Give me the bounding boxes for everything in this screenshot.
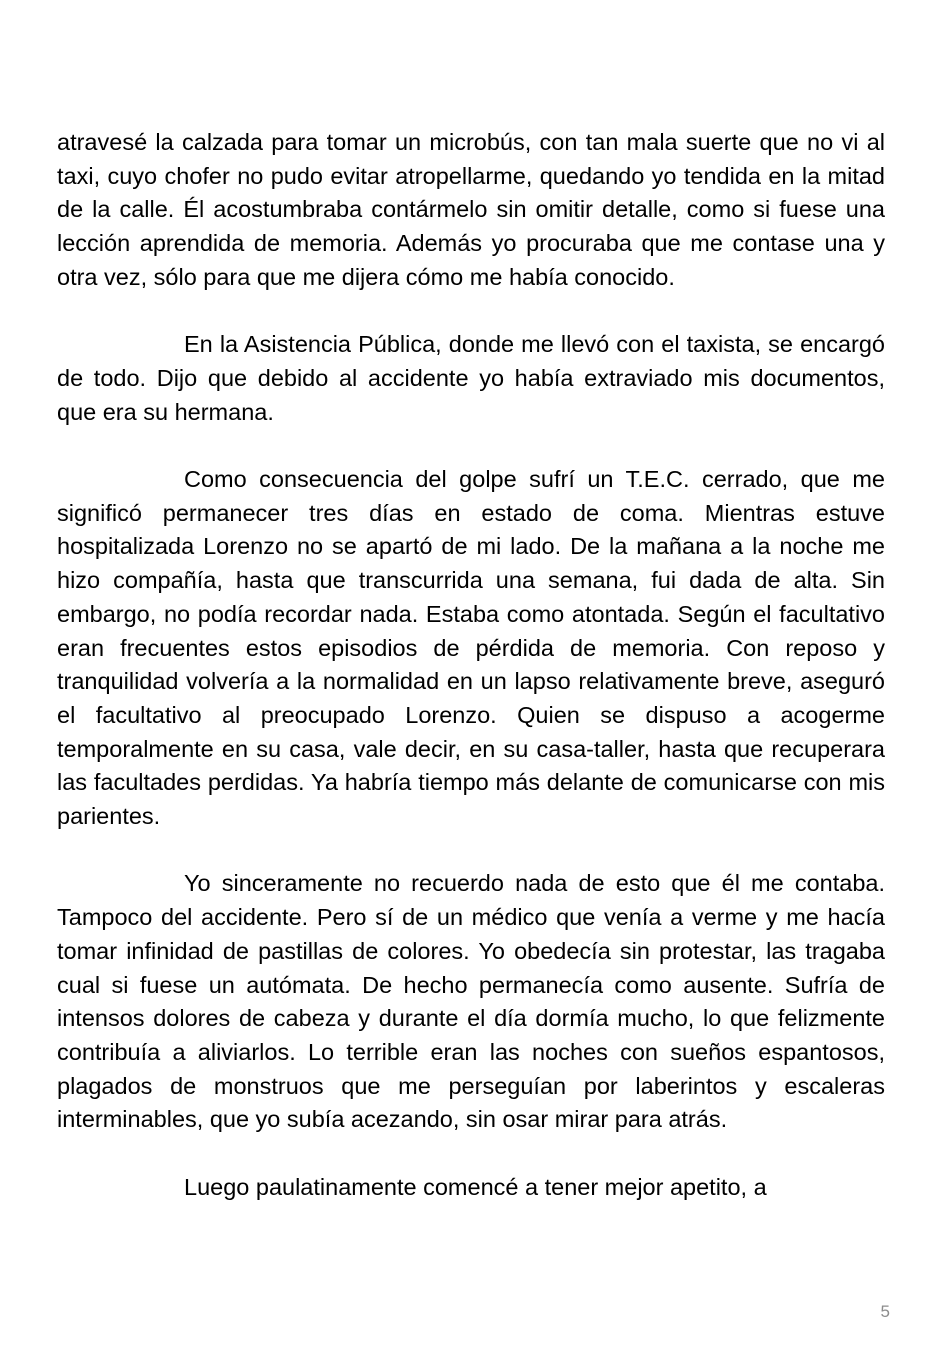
paragraph-2: En la Asistencia Pública, donde me llevó con el taxista, se encargó de todo. Dijo que debido al accidente yo había extraviado mis documentos, que era su hermana. [57,331,885,425]
paragraph-5: Luego paulatinamente comencé a tener mejor apetito, a [184,1173,767,1200]
page-number: 5 [880,1302,890,1321]
paragraph-4: Yo sinceramente no recuerdo nada de esto que él me contaba. Tampoco del accidente. Pero sí de un médico que venía a verme y me hacía tomar infinidad de pastillas de colores. Yo obedecía sin protestar, las tragaba cual si fuese un autómata. De hecho permanecía como ausente. Sufría de intensos dolores de cabeza y durante el día dormía mucho, lo que felizmente contribuía a aliviarlos. Lo terrible eran las noches con sueños espantosos, plagados de monstruos que me perseguían por laberintos y escaleras interminables, que yo subía acezando, sin osar mirar para atrás. [57,870,885,1133]
paragraph-1: atravesé la calzada para tomar un microbús, con tan mala suerte que no vi al taxi, cuyo chofer no pudo evitar atropellarme, quedando yo tendida en la mitad de la calle. Él acostumbraba contármelo sin omitir detalle, como si fuese una lección aprendida de memoria. Además yo procuraba que me contase una y otra vez, sólo para que me dijera cómo me había conocido. [57,129,885,290]
body-text [57,126,885,1204]
paragraph-3: Como consecuencia del golpe sufrí un T.E.C. cerrado, que me significó permanecer tres días en estado de coma. Mientras estuve hospitalizada Lorenzo no se apartó de mi lado. De la mañana a la noche me hizo compañía, hasta que transcurrida una semana, fui dada de alta. Sin embargo, no podía recordar nada. Estaba como atontada. Según el facultativo eran frecuentes estos episodios de pérdida de memoria. Con reposo y tranquilidad volvería a la normalidad en un lapso relativamente breve, aseguró el facultativo al preocupado Lorenzo. Quien se dispuso a acogerme temporalmente en su casa, vale decir, en su casa-taller, hasta que recuperara las facultades perdidas. Ya habría tiempo más delante de comunicarse con mis parientes. [57,466,885,830]
